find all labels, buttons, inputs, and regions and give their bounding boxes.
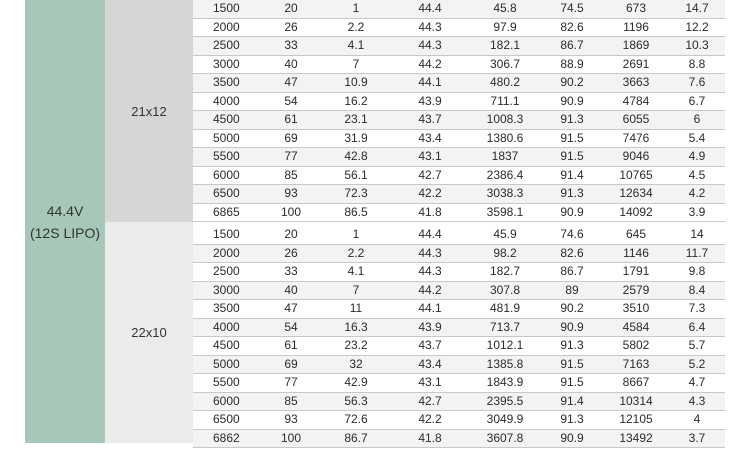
thrust-cell: 6055 — [603, 111, 669, 130]
table-row — [193, 129, 725, 148]
voltage-cell: 44.2 — [391, 55, 469, 74]
power-cell: 1380.6 — [469, 129, 541, 148]
thrust-per-watt-cell: 5.4 — [669, 129, 725, 148]
performance-table — [25, 0, 725, 443]
thrust-cell: 10314 — [603, 392, 669, 411]
thrust-per-watt-cell: 6 — [669, 111, 725, 130]
throttle-cell: 26 — [261, 244, 321, 263]
throttle-cell: 47 — [261, 300, 321, 319]
rpm-cell: 6865 — [193, 203, 261, 222]
current-cell: 72.3 — [321, 185, 391, 204]
throttle-cell: 47 — [261, 74, 321, 93]
voltage-value: 44.4V — [46, 202, 84, 219]
rpm-cell: 5500 — [193, 374, 261, 393]
current-cell: 2.2 — [321, 244, 391, 263]
throttle-cell: 85 — [261, 392, 321, 411]
thrust-cell: 2579 — [603, 281, 669, 300]
thrust-per-watt-cell: 9.8 — [669, 263, 725, 282]
throttle-cell: 77 — [261, 374, 321, 393]
thrust-cell: 12634 — [603, 185, 669, 204]
power-cell: 2386.4 — [469, 166, 541, 185]
thrust-cell: 673 — [603, 0, 669, 18]
table-row — [193, 55, 725, 74]
current-cell: 2.2 — [321, 18, 391, 37]
efficiency-cell: 86.7 — [541, 37, 603, 56]
table-row — [193, 226, 725, 244]
rpm-cell: 2500 — [193, 263, 261, 282]
thrust-per-watt-cell: 3.9 — [669, 203, 725, 222]
current-cell: 32 — [321, 355, 391, 374]
table-row — [193, 392, 725, 411]
thrust-cell: 7163 — [603, 355, 669, 374]
power-cell: 713.7 — [469, 318, 541, 337]
thrust-per-watt-cell: 4.2 — [669, 185, 725, 204]
throttle-cell: 85 — [261, 166, 321, 185]
thrust-cell: 7476 — [603, 129, 669, 148]
efficiency-cell: 82.6 — [541, 18, 603, 37]
thrust-cell: 8667 — [603, 374, 669, 393]
voltage-cell: 41.8 — [391, 429, 469, 448]
thrust-cell: 14092 — [603, 203, 669, 222]
voltage-cell: 43.9 — [391, 92, 469, 111]
power-cell: 2395.5 — [469, 392, 541, 411]
current-cell: 86.7 — [321, 429, 391, 448]
voltage-cell: 43.4 — [391, 355, 469, 374]
current-cell: 4.1 — [321, 263, 391, 282]
thrust-per-watt-cell: 10.3 — [669, 37, 725, 56]
power-cell: 182.1 — [469, 37, 541, 56]
rpm-cell: 5000 — [193, 355, 261, 374]
thrust-per-watt-cell: 5.2 — [669, 355, 725, 374]
thrust-cell: 1146 — [603, 244, 669, 263]
thrust-cell: 5802 — [603, 337, 669, 356]
voltage-cell: 44.3 — [391, 244, 469, 263]
rpm-cell: 6500 — [193, 411, 261, 430]
voltage-cell: 43.9 — [391, 318, 469, 337]
throttle-cell: 20 — [261, 0, 321, 18]
power-cell: 3038.3 — [469, 185, 541, 204]
power-cell: 1385.8 — [469, 355, 541, 374]
prop-cell-21x12 — [105, 0, 193, 222]
power-cell: 45.8 — [469, 0, 541, 18]
current-cell: 56.3 — [321, 392, 391, 411]
current-cell: 7 — [321, 281, 391, 300]
rpm-cell: 3500 — [193, 300, 261, 319]
current-cell: 11 — [321, 300, 391, 319]
rpm-cell: 2500 — [193, 37, 261, 56]
throttle-cell: 77 — [261, 148, 321, 167]
current-cell: 16.3 — [321, 318, 391, 337]
thrust-per-watt-cell: 4.9 — [669, 148, 725, 167]
table-row — [193, 318, 725, 337]
rpm-cell: 6000 — [193, 166, 261, 185]
throttle-cell: 54 — [261, 92, 321, 111]
table-row — [193, 263, 725, 282]
current-cell: 23.2 — [321, 337, 391, 356]
thrust-cell: 1869 — [603, 37, 669, 56]
throttle-cell: 100 — [261, 203, 321, 222]
table-row — [193, 337, 725, 356]
prop-cell-22x10 — [105, 222, 193, 443]
power-cell: 711.1 — [469, 92, 541, 111]
table-row — [193, 185, 725, 204]
data-rows — [193, 0, 725, 448]
rpm-cell: 1500 — [193, 0, 261, 18]
efficiency-cell: 91.5 — [541, 355, 603, 374]
voltage-cell: 44.3 — [391, 18, 469, 37]
rpm-cell: 4000 — [193, 318, 261, 337]
voltage-cell: 44.2 — [391, 281, 469, 300]
thrust-cell: 10765 — [603, 166, 669, 185]
rpm-cell: 2000 — [193, 244, 261, 263]
thrust-cell: 4584 — [603, 318, 669, 337]
current-cell: 4.1 — [321, 37, 391, 56]
power-cell: 98.2 — [469, 244, 541, 263]
voltage-cell: 44.4 — [391, 226, 469, 244]
thrust-cell: 1196 — [603, 18, 669, 37]
efficiency-cell: 91.3 — [541, 111, 603, 130]
voltage-cell: 42.2 — [391, 185, 469, 204]
rpm-cell: 6000 — [193, 392, 261, 411]
efficiency-cell: 86.7 — [541, 263, 603, 282]
table-row — [193, 37, 725, 56]
thrust-cell: 2691 — [603, 55, 669, 74]
efficiency-cell: 91.3 — [541, 411, 603, 430]
current-cell: 42.8 — [321, 148, 391, 167]
table-row — [193, 374, 725, 393]
voltage-cell: 43.1 — [391, 374, 469, 393]
throttle-cell: 69 — [261, 355, 321, 374]
voltage-cell: 44.4 — [391, 0, 469, 18]
voltage-cell: 44.1 — [391, 300, 469, 319]
rpm-cell: 3000 — [193, 55, 261, 74]
table-row — [193, 355, 725, 374]
power-cell: 3049.9 — [469, 411, 541, 430]
power-cell: 182.7 — [469, 263, 541, 282]
rpm-cell: 3000 — [193, 281, 261, 300]
voltage-cell: 44.1 — [391, 74, 469, 93]
throttle-cell: 61 — [261, 337, 321, 356]
efficiency-cell: 90.9 — [541, 92, 603, 111]
voltage-cell: 42.2 — [391, 411, 469, 430]
thrust-per-watt-cell: 7.6 — [669, 74, 725, 93]
thrust-per-watt-cell: 3.7 — [669, 429, 725, 448]
throttle-cell: 33 — [261, 37, 321, 56]
thrust-cell: 645 — [603, 226, 669, 244]
efficiency-cell: 88.9 — [541, 55, 603, 74]
table-row — [193, 74, 725, 93]
table-row — [193, 166, 725, 185]
thrust-cell: 13492 — [603, 429, 669, 448]
efficiency-cell: 91.3 — [541, 337, 603, 356]
power-cell: 1837 — [469, 148, 541, 167]
current-cell: 1 — [321, 226, 391, 244]
current-cell: 72.6 — [321, 411, 391, 430]
voltage-cell: 44.3 — [391, 37, 469, 56]
throttle-cell: 93 — [261, 411, 321, 430]
table-row — [193, 18, 725, 37]
table-row — [193, 0, 725, 18]
voltage-cell — [25, 0, 105, 443]
thrust-per-watt-cell: 8.4 — [669, 281, 725, 300]
current-cell: 10.9 — [321, 74, 391, 93]
thrust-cell: 12105 — [603, 411, 669, 430]
power-cell: 481.9 — [469, 300, 541, 319]
power-cell: 1012.1 — [469, 337, 541, 356]
efficiency-cell: 91.5 — [541, 374, 603, 393]
thrust-cell: 9046 — [603, 148, 669, 167]
voltage-cell: 43.7 — [391, 337, 469, 356]
current-cell: 86.5 — [321, 203, 391, 222]
table-row — [193, 111, 725, 130]
rpm-cell: 5000 — [193, 129, 261, 148]
thrust-per-watt-cell: 7.3 — [669, 300, 725, 319]
rpm-cell: 6862 — [193, 429, 261, 448]
voltage-cell: 42.7 — [391, 392, 469, 411]
thrust-cell: 3510 — [603, 300, 669, 319]
thrust-cell: 3663 — [603, 74, 669, 93]
power-cell: 307.8 — [469, 281, 541, 300]
prop-size-label: 21x12 — [131, 103, 167, 119]
voltage-cell: 44.3 — [391, 263, 469, 282]
throttle-cell: 20 — [261, 226, 321, 244]
current-cell: 42.9 — [321, 374, 391, 393]
thrust-per-watt-cell: 12.2 — [669, 18, 725, 37]
throttle-cell: 93 — [261, 185, 321, 204]
rpm-cell: 4500 — [193, 111, 261, 130]
thrust-per-watt-cell: 5.7 — [669, 337, 725, 356]
efficiency-cell: 91.4 — [541, 166, 603, 185]
efficiency-cell: 82.6 — [541, 244, 603, 263]
throttle-cell: 69 — [261, 129, 321, 148]
power-cell: 480.2 — [469, 74, 541, 93]
voltage-cell: 43.4 — [391, 129, 469, 148]
table-row — [193, 92, 725, 111]
prop-size-label: 22x10 — [131, 325, 167, 340]
voltage-cell: 43.7 — [391, 111, 469, 130]
table-row — [193, 429, 725, 448]
voltage-cell: 43.1 — [391, 148, 469, 167]
efficiency-cell: 90.9 — [541, 429, 603, 448]
thrust-per-watt-cell: 11.7 — [669, 244, 725, 263]
power-cell: 1843.9 — [469, 374, 541, 393]
power-cell: 3598.1 — [469, 203, 541, 222]
efficiency-cell: 91.3 — [541, 185, 603, 204]
thrust-per-watt-cell: 14 — [669, 226, 725, 244]
table-row — [193, 411, 725, 430]
current-cell: 31.9 — [321, 129, 391, 148]
power-cell: 3607.8 — [469, 429, 541, 448]
thrust-cell: 4784 — [603, 92, 669, 111]
throttle-cell: 40 — [261, 281, 321, 300]
throttle-cell: 100 — [261, 429, 321, 448]
throttle-cell: 33 — [261, 263, 321, 282]
efficiency-cell: 74.6 — [541, 226, 603, 244]
throttle-cell: 40 — [261, 55, 321, 74]
thrust-per-watt-cell: 4.7 — [669, 374, 725, 393]
voltage-cell: 42.7 — [391, 166, 469, 185]
thrust-per-watt-cell: 4.3 — [669, 392, 725, 411]
table-row — [193, 300, 725, 319]
rpm-cell: 2000 — [193, 18, 261, 37]
thrust-per-watt-cell: 8.8 — [669, 55, 725, 74]
rpm-cell: 6500 — [193, 185, 261, 204]
throttle-cell: 26 — [261, 18, 321, 37]
thrust-per-watt-cell: 6.7 — [669, 92, 725, 111]
thrust-per-watt-cell: 4 — [669, 411, 725, 430]
current-cell: 1 — [321, 0, 391, 18]
current-cell: 23.1 — [321, 111, 391, 130]
power-cell: 97.9 — [469, 18, 541, 37]
power-cell: 306.7 — [469, 55, 541, 74]
table-row — [193, 281, 725, 300]
efficiency-cell: 90.9 — [541, 318, 603, 337]
thrust-per-watt-cell: 14.7 — [669, 0, 725, 18]
throttle-cell: 54 — [261, 318, 321, 337]
rpm-cell: 4000 — [193, 92, 261, 111]
rpm-cell: 3500 — [193, 74, 261, 93]
current-cell: 16.2 — [321, 92, 391, 111]
rpm-cell: 4500 — [193, 337, 261, 356]
thrust-per-watt-cell: 6.4 — [669, 318, 725, 337]
efficiency-cell: 90.2 — [541, 300, 603, 319]
current-cell: 56.1 — [321, 166, 391, 185]
throttle-cell: 61 — [261, 111, 321, 130]
table-row — [193, 244, 725, 263]
table-row — [193, 148, 725, 167]
table-row — [193, 203, 725, 222]
thrust-per-watt-cell: 4.5 — [669, 166, 725, 185]
rpm-cell: 1500 — [193, 226, 261, 244]
efficiency-cell: 91.4 — [541, 392, 603, 411]
efficiency-cell: 91.5 — [541, 129, 603, 148]
thrust-cell: 1791 — [603, 263, 669, 282]
efficiency-cell: 90.9 — [541, 203, 603, 222]
efficiency-cell: 91.5 — [541, 148, 603, 167]
rpm-cell: 5500 — [193, 148, 261, 167]
power-cell: 45.9 — [469, 226, 541, 244]
voltage-cell: 41.8 — [391, 203, 469, 222]
power-cell: 1008.3 — [469, 111, 541, 130]
battery-type: (12S LIPO) — [29, 224, 101, 241]
current-cell: 7 — [321, 55, 391, 74]
efficiency-cell: 74.5 — [541, 0, 603, 18]
efficiency-cell: 89 — [541, 281, 603, 300]
efficiency-cell: 90.2 — [541, 74, 603, 93]
